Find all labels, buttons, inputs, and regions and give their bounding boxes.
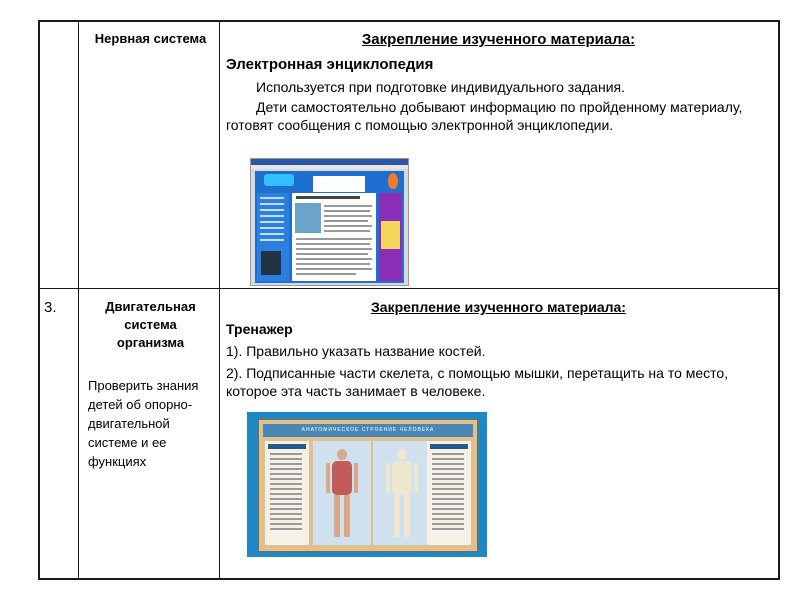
row1-topic: Нервная система (94, 31, 207, 46)
anatomy-screenshot-title: АНАТОМИЧЕСКОЕ СТРОЕНИЕ ЧЕЛОВЕКА (263, 424, 473, 437)
row2-content-cell (226, 298, 771, 400)
human-body-figure (313, 441, 371, 545)
skeleton-figure (373, 441, 431, 545)
row1-number-cell (40, 22, 78, 288)
row2-heading: Закрепление изученного материала: (371, 299, 626, 315)
row2-item-1: 1). Правильно указать название костей. (226, 343, 486, 359)
row2-topic: Двигательная система организма (105, 299, 196, 350)
row1-topic-cell (88, 30, 213, 48)
row2-number-cell (44, 298, 78, 317)
row2-number: 3. (44, 299, 57, 316)
row1-number (40, 22, 78, 28)
anatomy-trainer-screenshot-image (247, 412, 487, 557)
balloon-icon (388, 173, 398, 189)
column-divider-1 (78, 20, 79, 580)
row1-paragraph-1: Используется при подготовке индивидуального задания. (256, 79, 625, 95)
row2-topic-cell (84, 298, 217, 352)
row1-subheading: Электронная энциклопедия (226, 56, 434, 73)
encyclopedia-screenshot-image (250, 158, 409, 286)
row2-item-2: 2). Подписанные части скелета, с помощью мышки, перетащить на то место, которое эта часть занимает в человеке. (226, 365, 729, 399)
row2-goal-cell (88, 376, 216, 471)
column-divider-2 (219, 20, 220, 580)
row2-subheading: Тренажер (226, 321, 293, 337)
row1-heading: Закрепление изученного материала: (361, 31, 636, 48)
row2-goal: Проверить знания детей об опорно-двигательной системе и ее функциях (88, 378, 199, 469)
row1-content-cell (226, 30, 771, 134)
row-divider (38, 288, 780, 289)
row1-paragraph-2: Дети самостоятельно добывают информацию по пройденному материалу, готовят сообщения с помощью электронной энциклопедии. (226, 99, 743, 133)
